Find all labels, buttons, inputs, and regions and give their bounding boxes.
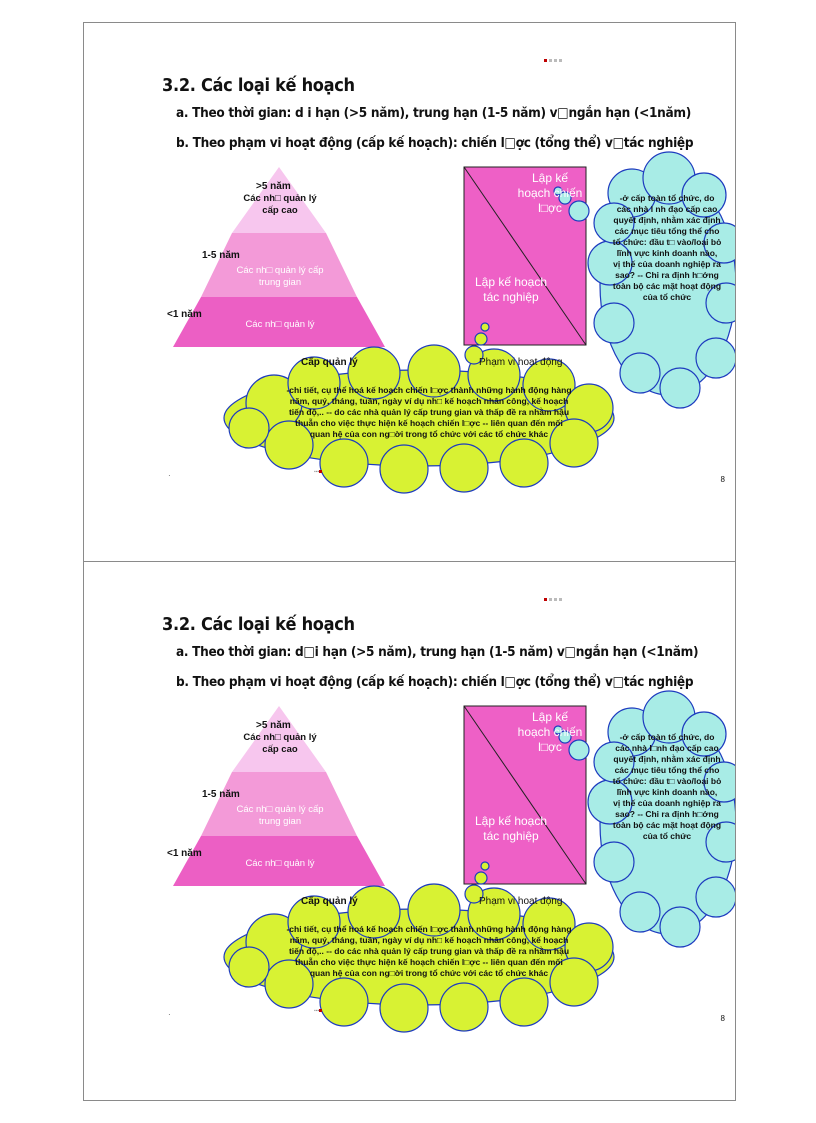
axis-management-level: Cấp quản lý — [301, 896, 358, 907]
time-label-short: <1 năm — [167, 309, 202, 320]
pyramid-bottom-label: Các nh□ quản lý — [245, 858, 315, 869]
strategic-cloud-text: -ở cấp toàn tổ chức, do các nhà l□nh đạo cấp cao quyết định, nhằm xác định các mục tiêu tổng thể cho tổ chức: đầu t□ vào/loại bỏ lĩnh vực kinh doanh nào, vị thế của doanh nghiệp ra sao? -- Chỉ ra định h□ớng toàn bộ các mặt hoạt động của tổ chức — [612, 732, 722, 841]
axis-management-level: Cấp quản lý — [301, 357, 358, 368]
time-label-long: >5 năm — [256, 181, 291, 192]
time-label-long: >5 năm — [256, 720, 291, 731]
pyramid-bottom-label: Các nh□ quản lý — [245, 319, 315, 330]
page-number: 8 — [720, 1014, 725, 1023]
footer-left-mark: · — [168, 1010, 171, 1019]
operational-plan-label: Lập kế hoạch tác nghiệp — [474, 275, 548, 304]
slide-1 — [83, 22, 736, 562]
strategic-plan-label: Lập kế hoạch chiến l□ợc — [517, 171, 583, 215]
time-label-short: <1 năm — [167, 848, 202, 859]
operational-cloud-text: -chi tiết, cụ thể hoá kế hoạch chiến l□ợc thành những hành động hàng năm, quý, tháng, tuần, ngày ví dụ nh□ kế hoạch nhân công, kế hoạch tiến độ,.. -- do các nhà quản lý cấp trung gian và thấp đề ra nhằm hậu thuẫn cho việc thực hiện kế hoạch chiến l□ợc -- liên quan đến mối quan hệ của con ng□ời trong tổ chức với các tổ chức khác — [286, 924, 572, 978]
pyramid-top-label: Các nh□ quản lý cấp cao — [243, 193, 317, 216]
classification-by-time: a. Theo thời gian: d i hạn (>5 năm), trung hạn (1-5 năm) v□ngắn hạn (<1năm) — [176, 105, 692, 121]
classification-by-scope: b. Theo phạm vi hoạt động (cấp kế hoạch): chiến l□ợc (tổng thể) v□tác nghiệp — [176, 674, 694, 690]
time-label-medium: 1-5 năm — [202, 250, 240, 261]
operational-plan-label: Lập kế hoạch tác nghiệp — [474, 814, 548, 843]
slide-title: 3.2. Các loại kế hoạch — [162, 75, 355, 96]
strategic-plan-label: Lập kế hoạch chiến l□ợc — [517, 710, 583, 754]
time-label-medium: 1-5 năm — [202, 789, 240, 800]
pyramid-top-label: Các nh□ quản lý cấp cao — [243, 732, 317, 755]
axis-activity-scope: Phạm vi hoạt động — [479, 896, 563, 907]
strategic-cloud-text: -ở cấp toàn tổ chức, do các nhà l nh đạo cấp cao quyết định, nhằm xác định các mục tiêu tổng thể cho tổ chức: đầu t□ vào/loại bỏ lĩnh vực kinh doanh nào, vị thế của doanh nghiệp ra sao? -- Chỉ ra định h□ớng toàn bộ các mặt hoạt động của tổ chức — [612, 193, 722, 302]
page-number: 8 — [720, 475, 725, 484]
axis-activity-scope: Phạm vi hoạt động — [479, 357, 563, 368]
pyramid-middle-label: Các nh□ quản lý cấp trung gian — [236, 265, 324, 288]
slide-title: 3.2. Các loại kế hoạch — [162, 614, 355, 635]
classification-by-time: a. Theo thời gian: d□i hạn (>5 năm), trung hạn (1-5 năm) v□ngắn hạn (<1năm) — [176, 644, 699, 660]
footer-mark: ▪▪▪ — [314, 1008, 322, 1014]
classification-by-scope: b. Theo phạm vi hoạt động (cấp kế hoạch): chiến l□ợc (tổng thể) v□tác nghiệp — [176, 135, 694, 151]
slide-2 — [83, 561, 736, 1101]
footer-mark: ▪▪▪ — [314, 469, 322, 475]
pyramid-middle-label: Các nh□ quản lý cấp trung gian — [236, 804, 324, 827]
operational-cloud-text: -chi tiết, cụ thể hoá kế hoạch chiến l□ợc thành những hành động hàng năm, quý, tháng, tuần, ngày ví dụ nh□ kế hoạch nhân công, kế hoạch tiến độ,.. -- do các nhà quản lý cấp trung gian và thấp đề ra nhằm hậu thuẫn cho việc thực hiện kế hoạch chiến l□ợc -- liên quan đến mối quan hệ của con ng□ời trong tổ chức với các tổ chức khác — [286, 385, 572, 439]
footer-left-mark: · — [168, 471, 171, 480]
